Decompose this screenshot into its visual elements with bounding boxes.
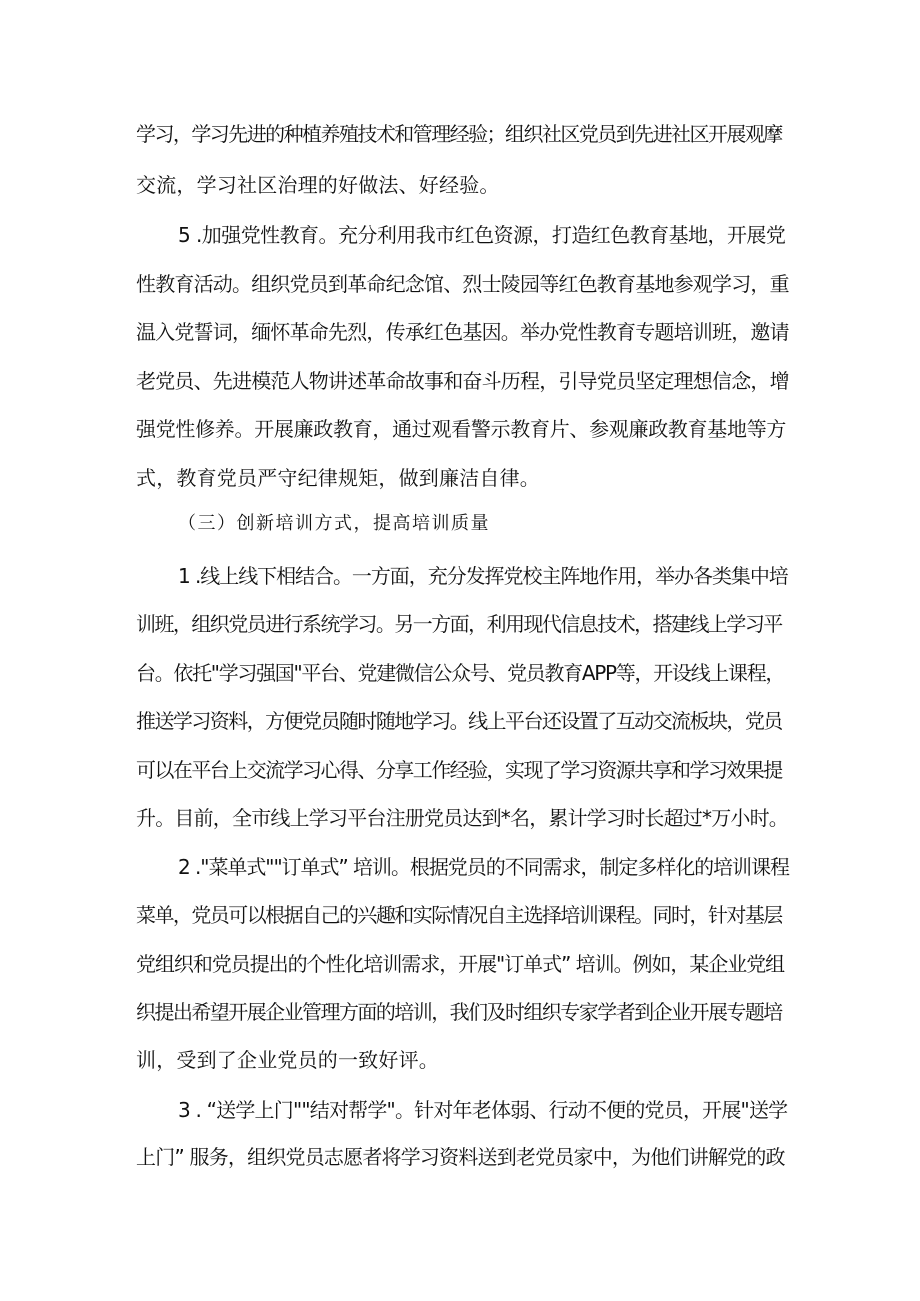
paragraph-line: 上门” 服务，组织党员志愿者将学习资料送到老党员家中，为他们讲解党的政 (136, 1145, 785, 1169)
paragraph-line: 温入党誓词，缅怀革命先烈，传承红色基因。举办党性教育专题培训班，邀请 (136, 320, 789, 344)
paragraph-line: 台。依托"学习强国"平台、党建微信公众号、党员教育APP等，开设线上课程， (136, 661, 785, 685)
paragraph-line: 交流，学习社区治理的好做法、好经验。 (136, 173, 500, 197)
paragraph-line: 1 .线上线下相结合。一方面，充分发挥党校主阵地作用，举办各类集中培 (178, 564, 788, 588)
paragraph-line: 老党员、先进模范人物讲述革命故事和奋斗历程，引导党员坚定理想信念，增 (136, 369, 789, 393)
paragraph-line: 学习，学习先进的种植养殖技术和管理经验；组织社区党员到先进社区开展观摩 (136, 122, 782, 146)
paragraph-line: 升。目前，全市线上学习平台注册党员达到*名，累计学习时长超过*万小时。 (136, 806, 788, 830)
paragraph-line: 训班，组织党员进行系统学习。另一方面，利用现代信息技术，搭建线上学习平 (136, 612, 782, 636)
paragraph-line: 式，教育党员严守纪律规矩，做到廉洁自律。 (136, 466, 540, 490)
paragraph-line: 菜单，党员可以根据自己的兴趣和实际情况自主选择培训课程。同时，针对基层 (136, 903, 782, 927)
paragraph-line: 党组织和党员提出的个性化培训需求，开展"订单式” 培训。例如，某企业党组 (136, 952, 785, 976)
paragraph-line: 5 .加强党性教育。充分利用我市红色资源，打造红色教育基地，开展党 (178, 223, 786, 247)
paragraph-line: 强党性修养。开展廉政教育，通过观看警示教育片、参观廉政教育基地等方 (136, 417, 787, 441)
paragraph-line: 织提出希望开展企业管理方面的培训，我们及时组织专家学者到企业开展专题培 (136, 1000, 782, 1024)
paragraph-line: 推送学习资料，方便党员随时随地学习。线上平台还设置了互动交流板块，党员 (136, 709, 782, 733)
section-heading: （三）创新培训方式，提高培训质量 (178, 513, 490, 534)
paragraph-line: 性教育活动。组织党员到革命纪念馆、烈士陵园等红色教育基地参观学习，重 (136, 272, 789, 296)
paragraph-line: 3 . “送学上门""结对帮学"。针对年老体弱、行动不便的党员，开展"送学 (178, 1098, 788, 1122)
paragraph-line: 2 ."菜单式""订单式” 培训。根据党员的不同需求，制定多样化的培训课程 (178, 855, 789, 879)
paragraph-line: 训，受到了企业党员的一致好评。 (136, 1048, 439, 1072)
paragraph-line: 可以在平台上交流学习心得、分享工作经验，实现了学习资源共享和学习效果提 (136, 758, 782, 782)
